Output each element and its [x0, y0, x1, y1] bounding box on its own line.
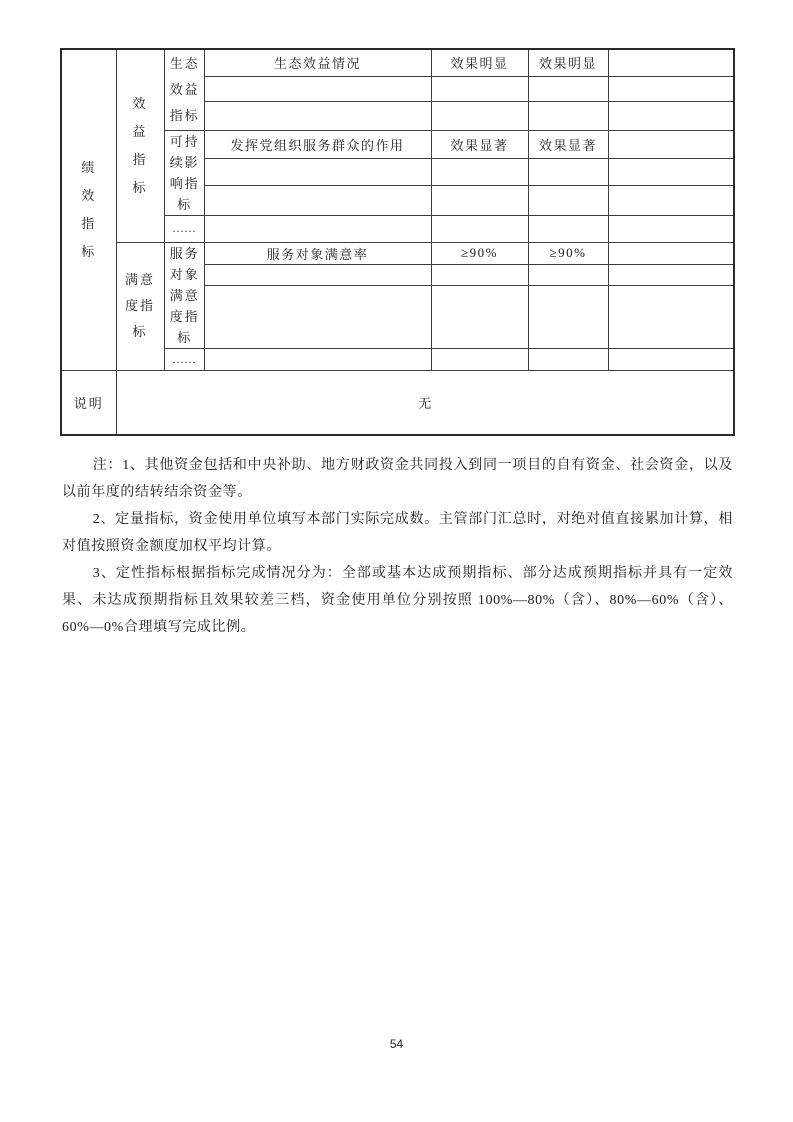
- service-object-satisfaction-label: 服务对象满意度指标: [169, 245, 200, 345]
- note-1: 注：1、其他资金包括和中央补助、地方财政资金共同投入到同一项目的自有资金、社会资金，以及以前年度的结转结余资金等。: [62, 458, 733, 500]
- empty-cell: [528, 101, 608, 130]
- indicator-target-eco: 效果明显: [431, 49, 528, 76]
- group-label-sustainable-impact-indicators: [164, 130, 204, 215]
- empty-cell: [528, 285, 608, 348]
- empty-cell: [431, 215, 528, 242]
- eco-benefit-indicators-label: 生态效益指标: [169, 55, 200, 123]
- empty-cell: [528, 76, 608, 101]
- empty-cell: [608, 348, 734, 370]
- satisfaction-indicators-label: 满意度指标: [125, 272, 155, 339]
- empty-cell: [528, 186, 608, 215]
- ellipsis-benefit-row: ……: [164, 215, 204, 242]
- empty-cell: [431, 186, 528, 215]
- empty-cell: [528, 264, 608, 285]
- empty-cell: [608, 285, 734, 348]
- empty-cell: [608, 242, 734, 264]
- empty-cell: [204, 264, 431, 285]
- empty-cell: [608, 264, 734, 285]
- empty-cell: [431, 348, 528, 370]
- empty-cell: [608, 130, 734, 158]
- note-3: 3、定性指标根据指标完成情况分为：全部或基本达成预期指标、部分达成预期指标并具有一定效果、未达成预期指标且效果较差三档，资金使用单位分别按照 100%—80%（含）、80%—60%（含）、60%—0%合理填写完成比例。: [62, 566, 733, 635]
- indicator-target-service: ≥90%: [431, 242, 528, 264]
- empty-cell: [204, 101, 431, 130]
- performance-indicators-label: 绩效指标: [81, 159, 97, 259]
- group-label-benefit-indicators: [116, 49, 164, 242]
- group-label-performance-indicators: [61, 49, 116, 370]
- empty-cell: [608, 186, 734, 215]
- empty-cell: [431, 158, 528, 185]
- empty-cell: [528, 348, 608, 370]
- empty-cell: [608, 101, 734, 130]
- empty-cell: [204, 348, 431, 370]
- empty-cell: [608, 76, 734, 101]
- performance-indicator-table: [60, 48, 735, 436]
- notes-section: [62, 452, 733, 641]
- remark-value: 无: [116, 370, 734, 435]
- group-label-satisfaction-indicators: [116, 242, 164, 370]
- empty-cell: [431, 285, 528, 348]
- empty-cell: [608, 215, 734, 242]
- group-label-eco-benefit-indicators: [164, 49, 204, 130]
- indicator-name-service: 服务对象满意率: [204, 242, 431, 264]
- indicator-target-sustain: 效果显著: [431, 130, 528, 158]
- benefit-indicators-label: 效益指标: [132, 95, 148, 195]
- remark-label: 说明: [61, 370, 116, 435]
- note-2: 2、定量指标，资金使用单位填写本部门实际完成数。主管部门汇总时，对绝对值直接累加计算，相对值按照资金额度加权平均计算。: [62, 512, 733, 554]
- page-number: 54: [389, 1037, 404, 1051]
- empty-cell: [431, 101, 528, 130]
- sustainable-impact-indicators-label: 可持续影响指标: [169, 133, 200, 212]
- empty-cell: [204, 285, 431, 348]
- empty-cell: [204, 158, 431, 185]
- indicator-actual-service: ≥90%: [528, 242, 608, 264]
- empty-cell: [204, 215, 431, 242]
- indicator-name-sustain: 发挥党组织服务群众的作用: [204, 130, 431, 158]
- ellipsis-satisfaction-row: ……: [164, 348, 204, 370]
- empty-cell: [204, 186, 431, 215]
- empty-cell: [431, 76, 528, 101]
- empty-cell: [431, 264, 528, 285]
- empty-cell: [528, 215, 608, 242]
- group-label-service-object-satisfaction: [164, 242, 204, 348]
- empty-cell: [608, 49, 734, 76]
- indicator-actual-sustain: 效果显著: [528, 130, 608, 158]
- empty-cell: [608, 158, 734, 185]
- empty-cell: [204, 76, 431, 101]
- empty-cell: [528, 158, 608, 185]
- indicator-actual-eco: 效果明显: [528, 49, 608, 76]
- indicator-name-eco: 生态效益情况: [204, 49, 431, 76]
